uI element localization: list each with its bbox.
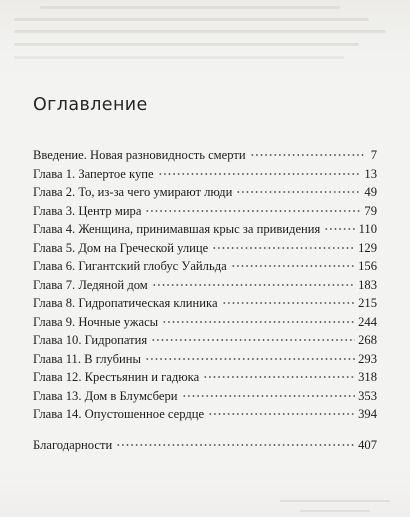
toc-entry-page: 79 bbox=[364, 203, 377, 218]
toc-entry-chapter-5[interactable] bbox=[33, 239, 377, 258]
dot-leader bbox=[222, 302, 356, 304]
dot-leader bbox=[324, 228, 355, 230]
toc-entry-page: 13 bbox=[364, 166, 377, 181]
page-bottom-shade bbox=[0, 470, 410, 517]
dot-leader bbox=[203, 376, 355, 378]
bleed-line bbox=[14, 30, 386, 33]
toc-entry-page: 156 bbox=[358, 259, 377, 273]
toc-entry-label: Глава 4. Женщина, принимавшая крыс за привидения bbox=[33, 222, 321, 236]
toc-entry-label: Глава 13. Дом в Блумсбери bbox=[33, 388, 178, 403]
toc-entry-chapter-7[interactable] bbox=[33, 276, 377, 295]
page-title: Оглавление bbox=[33, 95, 148, 115]
dot-leader bbox=[250, 154, 366, 156]
toc-entry-label: Благодарности bbox=[33, 437, 113, 452]
toc-entry-page: 293 bbox=[358, 351, 377, 366]
toc-entry-chapter-11[interactable] bbox=[33, 350, 377, 369]
dot-leader bbox=[152, 284, 355, 286]
dot-leader bbox=[151, 339, 355, 341]
toc-entry-chapter-1[interactable] bbox=[33, 165, 377, 184]
dot-leader bbox=[231, 265, 355, 267]
toc-entry-chapter-14[interactable] bbox=[33, 405, 377, 424]
toc-entry-label: Глава 7. Ледяной дом bbox=[33, 277, 148, 292]
toc-entry-chapter-13[interactable] bbox=[33, 387, 377, 406]
dot-leader bbox=[116, 444, 355, 446]
toc-entry-label: Введение. Новая разновидность смерти bbox=[33, 148, 246, 162]
bleed-line bbox=[280, 500, 390, 502]
toc-entry-acknowledgements[interactable] bbox=[33, 436, 377, 455]
dot-leader bbox=[162, 321, 355, 323]
toc-entry-label: Глава 10. Гидропатия bbox=[33, 333, 148, 347]
toc-entry-label: Глава 3. Центр мира bbox=[33, 203, 142, 218]
toc-entry-page: 7 bbox=[370, 148, 377, 162]
toc-entry-label: Глава 14. Опустошенное сердце bbox=[33, 407, 205, 421]
toc-entry-chapter-6[interactable] bbox=[33, 257, 377, 276]
toc-entry-chapter-4[interactable] bbox=[33, 220, 377, 239]
toc-entry-label: Глава 5. Дом на Греческой улице bbox=[33, 240, 209, 255]
toc-entry-label: Глава 12. Крестьянин и гадюка bbox=[33, 370, 200, 384]
toc-entry-chapter-8[interactable] bbox=[33, 294, 377, 313]
dot-leader bbox=[208, 413, 355, 415]
toc-entry-chapter-12[interactable] bbox=[33, 368, 377, 387]
bleed-line bbox=[14, 18, 369, 21]
toc-entry-introduction[interactable] bbox=[33, 146, 377, 165]
toc-entry-page: 49 bbox=[364, 185, 377, 199]
toc-entry-label: Глава 1. Запертое купе bbox=[33, 166, 154, 181]
dot-leader bbox=[182, 395, 356, 397]
toc-entry-label: Глава 2. То, из-за чего умирают люди bbox=[33, 185, 233, 199]
toc-entry-page: 353 bbox=[358, 388, 377, 403]
toc-entry-page: 110 bbox=[358, 222, 377, 236]
toc-entry-page: 244 bbox=[358, 314, 377, 329]
toc-entry-chapter-10[interactable] bbox=[33, 331, 377, 350]
toc-entry-page: 268 bbox=[358, 333, 377, 347]
dot-leader bbox=[145, 210, 361, 212]
toc-entry-label: Глава 8. Гидропатическая клиника bbox=[33, 296, 218, 310]
dot-leader bbox=[145, 358, 355, 360]
table-of-contents bbox=[33, 146, 377, 454]
toc-entry-page: 407 bbox=[358, 437, 377, 452]
previous-page-bleed-through bbox=[0, 0, 410, 80]
toc-entry-page: 215 bbox=[358, 296, 377, 310]
dot-leader bbox=[236, 191, 361, 193]
bleed-line bbox=[300, 510, 370, 512]
dot-leader bbox=[212, 247, 355, 249]
toc-entry-label: Глава 9. Ночные ужасы bbox=[33, 314, 159, 329]
toc-entry-page: 129 bbox=[358, 240, 377, 255]
toc-entry-page: 318 bbox=[358, 370, 377, 384]
bleed-line bbox=[14, 43, 359, 46]
toc-entry-chapter-3[interactable] bbox=[33, 202, 377, 221]
toc-entry-page: 183 bbox=[358, 277, 377, 292]
toc-entry-label: Глава 6. Гигантский глобус Уайльда bbox=[33, 259, 227, 273]
bleed-line bbox=[14, 56, 344, 59]
toc-entry-chapter-9[interactable] bbox=[33, 313, 377, 332]
toc-entry-chapter-2[interactable] bbox=[33, 183, 377, 202]
toc-entry-page: 394 bbox=[358, 407, 377, 421]
toc-entry-label: Глава 11. В глубины bbox=[33, 351, 141, 366]
dot-leader bbox=[158, 173, 362, 175]
bleed-line bbox=[40, 6, 340, 9]
